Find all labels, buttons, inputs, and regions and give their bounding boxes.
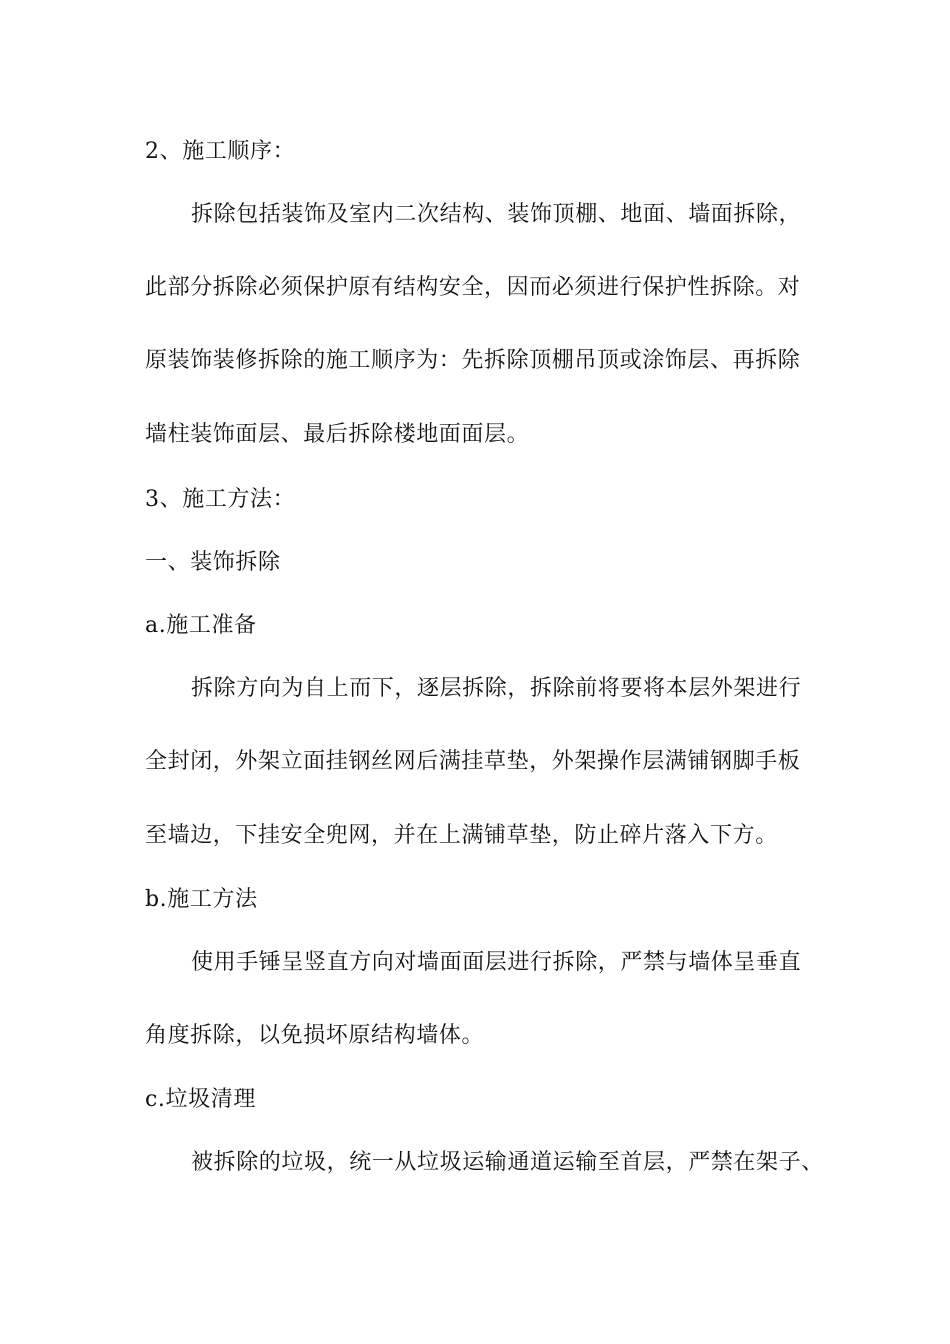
- paragraph-line: 全封闭，外架立面挂钢丝网后满挂草垫，外架操作层满铺钢脚手板: [145, 749, 801, 774]
- paragraph-line: 角度拆除，以免损坏原结构墙体。: [145, 1023, 485, 1048]
- item-heading-method: b.施工方法: [145, 887, 258, 912]
- paragraph-line: 使用手锤呈竖直方向对墙面面层进行拆除，严禁与墙体呈垂直: [191, 950, 802, 975]
- item-heading-waste-cleanup: c.垃圾清理: [145, 1087, 256, 1112]
- paragraph-line: 墙柱装饰面层、最后拆除楼地面面层。: [145, 422, 530, 447]
- subsection-heading-decoration-removal: 一、装饰拆除: [145, 550, 281, 575]
- paragraph-line: 被拆除的垃圾，统一从垃圾运输通道运输至首层，严禁在架子、: [191, 1150, 824, 1175]
- paragraph-line: 原装饰装修拆除的施工顺序为：先拆除顶棚吊顶或涂饰层、再拆除: [145, 348, 801, 373]
- paragraph-line: 此部分拆除必须保护原有结构安全，因而必须进行保护性拆除。对: [145, 275, 801, 300]
- paragraph-line: 拆除方向为自上而下，逐层拆除，拆除前将要将本层外架进行: [191, 676, 802, 701]
- section-heading-construction-method: 3、施工方法：: [145, 487, 296, 512]
- item-heading-preparation: a.施工准备: [145, 613, 257, 638]
- paragraph-line: 至墙边，下挂安全兜网，并在上满铺草垫，防止碎片落入下方。: [145, 823, 778, 848]
- paragraph-line: 拆除包括装饰及室内二次结构、装饰顶棚、地面、墙面拆除，: [191, 202, 802, 227]
- section-heading-construction-sequence: 2、施工顺序：: [145, 139, 296, 164]
